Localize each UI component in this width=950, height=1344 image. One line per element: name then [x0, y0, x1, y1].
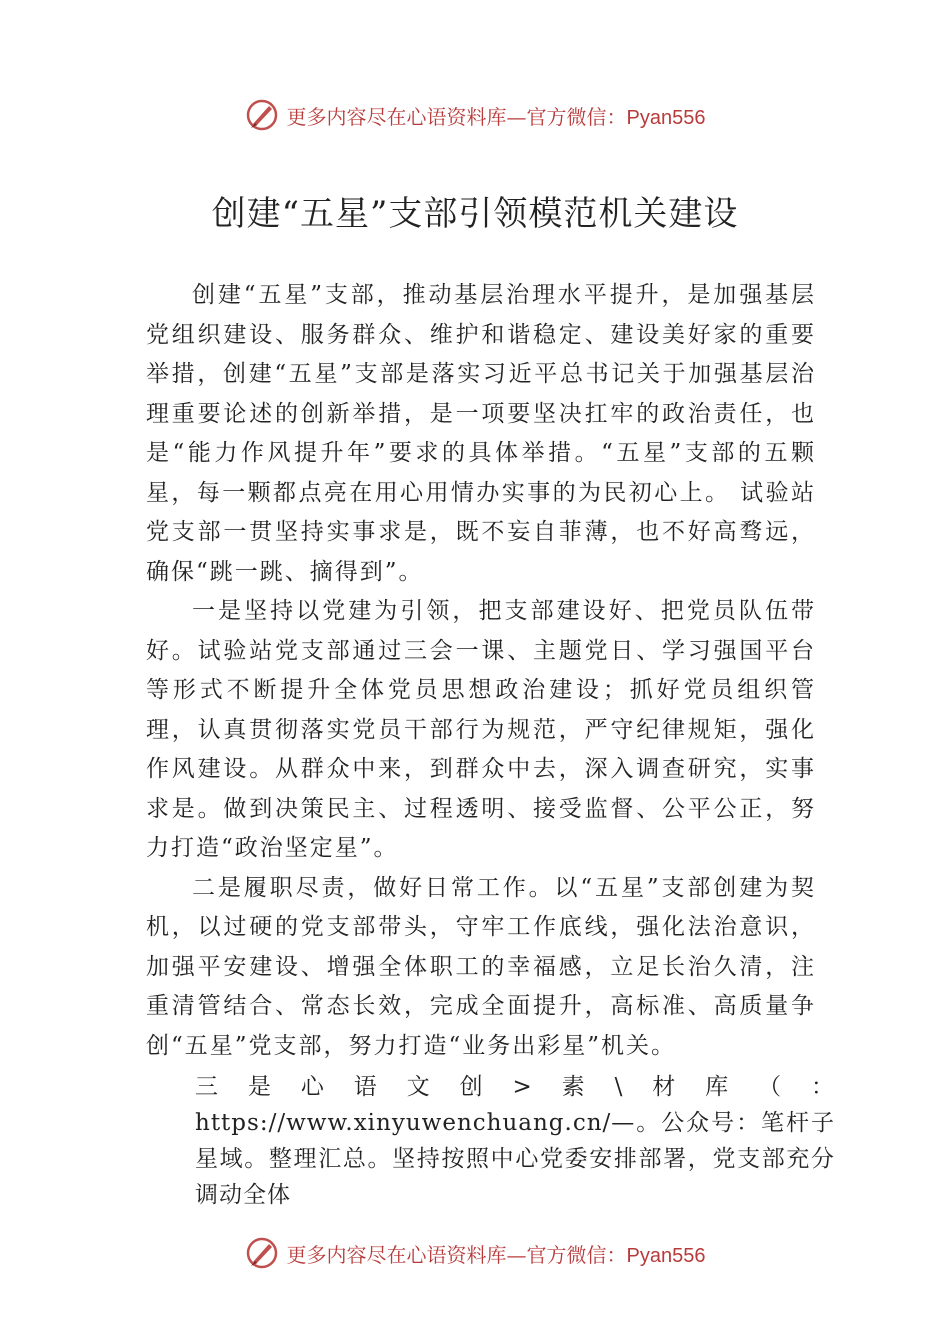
header-watermark: [0, 95, 950, 135]
paragraph-2: 一是坚持以党建为引领，把支部建设好、把党员队伍带好。试验站党支部通过三会一课、主题党日、学习强国平台等形式不断提升全体党员思想政治建设；抓好党员组织管理，认真贯彻落实党员干部行为规范，严守纪律规矩，强化作风建设。从群众中来，到群众中去，深入调查研究，实事求是。做到决策民主、过程透明、接受监督、公平公正，努力打造“政治坚定星”。: [146, 598, 816, 861]
watermark-text: 更多内容尽在心语资料库—官方微信：Pyan556: [286, 1242, 706, 1267]
paragraph-1: 创建“五星”支部，推动基层治理水平提升，是加强基层党组织建设、服务群众、维护和谐稳定、建设美好家⁢的重要举措，创建“五星”支部是落实习近平总书记关于加强基层治理重要论述的创新举措，是一项要坚决扛牢的政治责任，也是“能力作风提升年”要求的具体举措。“五星”支部的五颗星，每一颗都点亮在用心用情办实事的为民初心上。 试验站党支部一贯坚持实事求是，既不妄自菲薄，也不好高骛远，确保“跳一跳、摘得到”。: [146, 282, 816, 585]
paragraph-3: 二是履职尽责，做好日常工作。以“五星”支部创建为契机，以过硬的党支部带头，守牢工作底线，强化法治意识，加强平安建设、增强全体职工的幸福感，立足长治久清，注重清管结合、常态长效，完成全面提升，高标准、高质量争创“五星”党支部，努力打造“业务出彩星”机关。: [146, 874, 816, 1059]
wechat-id: Pyan556: [626, 106, 706, 129]
document-title: 创建“五星”支部引领模范机关建设: [211, 194, 739, 234]
wechat-id: Pyan556: [626, 1244, 706, 1267]
footer-watermark: [0, 1233, 950, 1273]
watermark-text: 更多内容尽在心语资料库—官方微信：Pyan556: [286, 104, 706, 129]
pen-logo-icon: [245, 1236, 279, 1270]
document-body: [146, 276, 835, 1208]
paragraph-4: 三是心语文创>素\材库（：https://www.xinyuwenchuang.cn/—。公众号：笔杆子星域。整理汇总。坚持按照中心党委安排部署，党支部充分调动全体: [195, 1074, 835, 1208]
pen-logo-icon: [245, 98, 279, 132]
